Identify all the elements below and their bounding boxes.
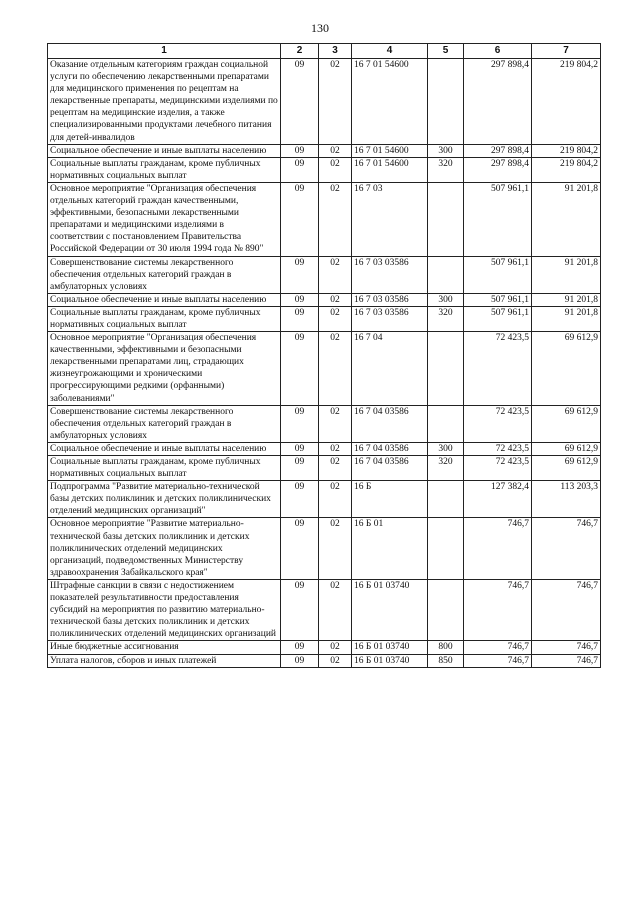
table-row [48, 293, 601, 306]
row-name: Подпрограмма "Развитие материально-технической базы детских поликлиник и детских поликлинических отделений медицинских организаций" [48, 481, 281, 518]
row-name: Основное мероприятие "Организация обеспечения качественными, эффективными и безопасными лекарственными препаратами лиц, страдающих жизнеугрожающими и хроническими прогрессирующими редкими (орфанными) заболеваниями" [48, 332, 281, 406]
table-row [48, 654, 601, 667]
row-amount-2: 113 203,3 [532, 481, 601, 518]
row-expense-type: 850 [428, 654, 464, 667]
row-amount-1: 746,7 [464, 579, 532, 640]
row-section: 09 [281, 442, 319, 455]
row-expense-type: 800 [428, 641, 464, 654]
row-target-article: 16 7 04 03586 [352, 456, 428, 481]
table-row [48, 456, 601, 481]
row-section: 09 [281, 144, 319, 157]
row-section: 09 [281, 256, 319, 293]
row-amount-1: 507 961,1 [464, 182, 532, 256]
row-name: Уплата налогов, сборов и иных платежей [48, 654, 281, 667]
row-section: 09 [281, 518, 319, 579]
table-row [48, 306, 601, 331]
row-name: Иные бюджетные ассигнования [48, 641, 281, 654]
row-subsection: 02 [319, 456, 352, 481]
row-amount-2: 746,7 [532, 654, 601, 667]
table-row [48, 144, 601, 157]
table-row [48, 579, 601, 640]
header-col-7: 7 [532, 44, 601, 59]
row-section: 09 [281, 332, 319, 406]
row-expense-type [428, 59, 464, 145]
page-number: 130 [311, 21, 329, 35]
row-target-article: 16 Б 01 03740 [352, 579, 428, 640]
header-col-4: 4 [352, 44, 428, 59]
row-name: Совершенствование системы лекарственного обеспечения отдельных категорий граждан в амбулаторных условиях [48, 405, 281, 442]
row-amount-1: 127 382,4 [464, 481, 532, 518]
row-target-article: 16 Б 01 03740 [352, 654, 428, 667]
row-subsection: 02 [319, 518, 352, 579]
budget-table [47, 43, 601, 668]
row-subsection: 02 [319, 579, 352, 640]
row-expense-type [428, 579, 464, 640]
row-expense-type: 320 [428, 306, 464, 331]
row-subsection: 02 [319, 306, 352, 331]
row-amount-2: 69 612,9 [532, 456, 601, 481]
row-section: 09 [281, 654, 319, 667]
row-amount-1: 507 961,1 [464, 306, 532, 331]
row-amount-1: 507 961,1 [464, 256, 532, 293]
row-amount-1: 746,7 [464, 654, 532, 667]
row-target-article: 16 7 03 03586 [352, 306, 428, 331]
row-name: Основное мероприятие "Организация обеспечения отдельных категорий граждан качественными, эффективными, безопасными лекарственными препаратами и медицинскими изделиями в соответствии с постановлением Правительства Российской Федерации от 30 июля 1994 года № 890" [48, 182, 281, 256]
row-amount-2: 219 804,2 [532, 144, 601, 157]
row-section: 09 [281, 157, 319, 182]
table-header-row [48, 44, 601, 59]
row-target-article: 16 7 01 54600 [352, 157, 428, 182]
row-amount-2: 69 612,9 [532, 442, 601, 455]
row-target-article: 16 7 03 03586 [352, 256, 428, 293]
row-section: 09 [281, 405, 319, 442]
row-section: 09 [281, 293, 319, 306]
row-expense-type: 300 [428, 293, 464, 306]
table-row [48, 256, 601, 293]
row-subsection: 02 [319, 405, 352, 442]
row-section: 09 [281, 456, 319, 481]
row-amount-2: 69 612,9 [532, 405, 601, 442]
row-name: Оказание отдельным категориям граждан социальной услуги по обеспечению лекарственными препаратами для медицинского применения по рецептам на лекарственные препараты, медицинскими изделиями по рецептам на медицинские изделия, а также специализированными продуктами лечебного питания для детей-инвалидов [48, 59, 281, 145]
table-row [48, 59, 601, 145]
row-target-article: 16 7 03 03586 [352, 293, 428, 306]
row-amount-2: 746,7 [532, 641, 601, 654]
row-amount-2: 746,7 [532, 579, 601, 640]
row-target-article: 16 7 01 54600 [352, 59, 428, 145]
row-target-article: 16 Б [352, 481, 428, 518]
row-subsection: 02 [319, 157, 352, 182]
row-amount-2: 91 201,8 [532, 293, 601, 306]
row-subsection: 02 [319, 182, 352, 256]
row-subsection: 02 [319, 654, 352, 667]
row-expense-type [428, 481, 464, 518]
row-section: 09 [281, 641, 319, 654]
row-target-article: 16 7 01 54600 [352, 144, 428, 157]
row-amount-2: 69 612,9 [532, 332, 601, 406]
table-row [48, 518, 601, 579]
row-amount-2: 91 201,8 [532, 182, 601, 256]
row-name: Социальное обеспечение и иные выплаты населению [48, 293, 281, 306]
row-subsection: 02 [319, 293, 352, 306]
row-expense-type: 300 [428, 144, 464, 157]
row-name: Основное мероприятие "Развитие материально-технической базы детских поликлиник и детских поликлинических отделений медицинских организаций, подведомственных Министерству здравоохранения Забайкальского края" [48, 518, 281, 579]
row-subsection: 02 [319, 144, 352, 157]
row-amount-1: 72 423,5 [464, 442, 532, 455]
row-amount-1: 746,7 [464, 641, 532, 654]
table-row [48, 442, 601, 455]
row-amount-2: 91 201,8 [532, 256, 601, 293]
row-subsection: 02 [319, 332, 352, 406]
row-target-article: 16 7 04 03586 [352, 442, 428, 455]
row-amount-1: 72 423,5 [464, 405, 532, 442]
row-amount-1: 297 898,4 [464, 144, 532, 157]
row-expense-type: 300 [428, 442, 464, 455]
row-target-article: 16 7 03 [352, 182, 428, 256]
table-row [48, 641, 601, 654]
row-name: Социальные выплаты гражданам, кроме публичных нормативных социальных выплат [48, 157, 281, 182]
row-target-article: 16 7 04 [352, 332, 428, 406]
row-amount-1: 507 961,1 [464, 293, 532, 306]
header-col-3: 3 [319, 44, 352, 59]
row-target-article: 16 Б 01 [352, 518, 428, 579]
row-subsection: 02 [319, 481, 352, 518]
row-amount-2: 219 804,2 [532, 59, 601, 145]
row-subsection: 02 [319, 59, 352, 145]
row-expense-type [428, 405, 464, 442]
header-col-2: 2 [281, 44, 319, 59]
table-row [48, 405, 601, 442]
header-col-1: 1 [48, 44, 281, 59]
row-amount-1: 72 423,5 [464, 456, 532, 481]
table-row [48, 157, 601, 182]
row-expense-type [428, 182, 464, 256]
table-row [48, 332, 601, 406]
row-expense-type: 320 [428, 456, 464, 481]
row-amount-2: 219 804,2 [532, 157, 601, 182]
row-name: Социальные выплаты гражданам, кроме публичных нормативных социальных выплат [48, 456, 281, 481]
row-expense-type [428, 518, 464, 579]
row-section: 09 [281, 182, 319, 256]
row-target-article: 16 Б 01 03740 [352, 641, 428, 654]
row-name: Социальное обеспечение и иные выплаты населению [48, 144, 281, 157]
row-section: 09 [281, 306, 319, 331]
row-section: 09 [281, 59, 319, 145]
row-amount-2: 91 201,8 [532, 306, 601, 331]
row-expense-type [428, 332, 464, 406]
row-expense-type: 320 [428, 157, 464, 182]
row-section: 09 [281, 579, 319, 640]
row-subsection: 02 [319, 442, 352, 455]
row-target-article: 16 7 04 03586 [352, 405, 428, 442]
row-name: Социальные выплаты гражданам, кроме публичных нормативных социальных выплат [48, 306, 281, 331]
row-expense-type [428, 256, 464, 293]
row-name: Совершенствование системы лекарственного обеспечения отдельных категорий граждан в амбулаторных условиях [48, 256, 281, 293]
row-amount-1: 746,7 [464, 518, 532, 579]
row-subsection: 02 [319, 641, 352, 654]
row-amount-1: 297 898,4 [464, 59, 532, 145]
row-name: Штрафные санкции в связи с недостижением показателей результативности предоставления субсидий на мероприятия по развитию материально-технической базы детских поликлиник и детских поликлинических отделений медицинских организаций [48, 579, 281, 640]
row-section: 09 [281, 481, 319, 518]
row-amount-1: 72 423,5 [464, 332, 532, 406]
header-col-6: 6 [464, 44, 532, 59]
row-amount-1: 297 898,4 [464, 157, 532, 182]
row-name: Социальное обеспечение и иные выплаты населению [48, 442, 281, 455]
row-subsection: 02 [319, 256, 352, 293]
table-row [48, 481, 601, 518]
header-col-5: 5 [428, 44, 464, 59]
row-amount-2: 746,7 [532, 518, 601, 579]
table-row [48, 182, 601, 256]
